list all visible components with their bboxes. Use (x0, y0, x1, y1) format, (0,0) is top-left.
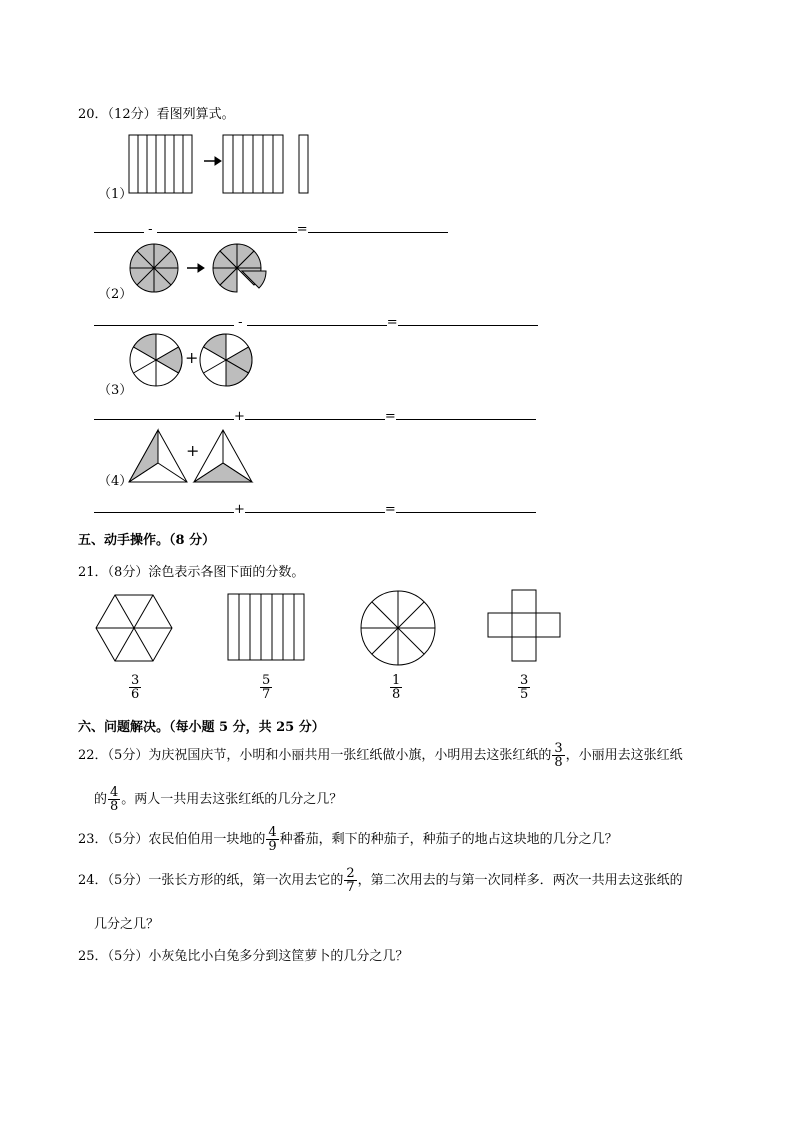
q24-line2: 几分之几？ (94, 917, 160, 932)
answer-blank[interactable] (245, 405, 385, 420)
q21-title: 21．（8分）涂色表示各图下面的分数。 (78, 565, 305, 580)
q22-line2: 的 $\frac{4}{8}$ 。两人一共用去这张红纸的几分之几？ (94, 785, 343, 814)
q20-part1-figure (129, 135, 319, 195)
answer-blank[interactable] (396, 405, 536, 420)
q21-figures (94, 593, 564, 665)
plus-sign: + (185, 348, 199, 367)
answer-blank[interactable] (396, 498, 536, 513)
q20-part4-label: （4） (98, 474, 133, 489)
answer-blank[interactable] (157, 218, 297, 233)
answer-blank[interactable] (94, 218, 144, 233)
cross-5-squares (488, 590, 560, 661)
q20-part1-label: （1） (98, 187, 133, 202)
equals-sign: = (384, 409, 396, 424)
circle-7-of-8-parts (213, 244, 266, 292)
fraction-4-8: $\frac{4}{8}$ (110, 785, 119, 814)
answer-blank[interactable] (308, 218, 448, 233)
answer-blank[interactable] (94, 405, 234, 420)
fraction-5-7: $\frac{5}{7}$ (262, 673, 271, 702)
minus-sign: - (238, 315, 243, 330)
rect-7-strips-full (129, 135, 192, 193)
fraction-3-8: $\frac{3}{8}$ (554, 741, 563, 770)
q24-line1: 24．（5分）一张长方形的纸，第一次用去它的 $\frac{2}{7}$ ，第二次用去的与第一次同样多．两次一共用去这张纸的 (78, 866, 683, 895)
section-5-title: 五、动手操作。（8 分） (78, 533, 216, 548)
q25: 25．（5分）小灰兔比小白兔多分到这筐萝卜的几分之几？ (78, 949, 409, 964)
arrow-icon (187, 264, 204, 272)
hexagon-6-parts (96, 595, 172, 661)
plus-sign: + (234, 409, 245, 424)
q20-part4-answer-line (94, 498, 536, 517)
circle-6-parts-3-shaded (200, 334, 252, 386)
equals-sign: = (384, 502, 396, 517)
fraction-3-5: $\frac{3}{5}$ (520, 673, 529, 702)
q20-part1-answer-line (94, 218, 448, 237)
circle-8-parts-shaded (130, 244, 178, 292)
rect-1-strip (299, 135, 308, 193)
answer-blank[interactable] (94, 498, 234, 513)
arrow-icon (204, 157, 221, 165)
answer-blank[interactable] (247, 311, 387, 326)
q22-line1: 22．（5分）为庆祝国庆节，小明和小丽共用一张红纸做小旗，小明用去这张红纸的 $\frac{3}{8}$ ，小丽用去这张红纸 (78, 741, 683, 770)
triangle-3-parts-1-shaded-b (194, 430, 252, 482)
rect-7-strips (228, 594, 304, 660)
fraction-3-6: $\frac{3}{6}$ (131, 673, 140, 702)
fraction-1-8: $\frac{1}{8}$ (392, 673, 401, 702)
circle-8-parts (361, 591, 435, 665)
equals-sign: = (386, 315, 398, 330)
fraction-4-9: $\frac{4}{9}$ (268, 825, 277, 854)
plus-sign: + (234, 502, 245, 517)
q20-part2-figure (129, 243, 269, 297)
rect-6-strips (223, 135, 283, 193)
q20-part3-answer-line (94, 405, 536, 424)
triangle-3-parts-1-shaded (129, 430, 187, 482)
answer-blank[interactable] (398, 311, 538, 326)
equals-sign: = (296, 222, 308, 237)
fraction-2-7: $\frac{2}{7}$ (346, 866, 355, 895)
q20-title: 20．（12分）看图列算式。 (78, 107, 235, 122)
minus-sign: - (148, 222, 153, 237)
q23: 23．（5分）农民伯伯用一块地的 $\frac{4}{9}$ 种番茄，剩下的种茄子，种茄子的地占这块地的几分之几？ (78, 825, 618, 854)
answer-blank[interactable] (245, 498, 385, 513)
section-6-title: 六、问题解决。（每小题 5 分，共 25 分） (78, 720, 325, 735)
answer-blank[interactable] (94, 311, 234, 326)
q20-part2-label: （2） (98, 287, 133, 302)
q20-part2-answer-line (94, 311, 538, 330)
circle-6-parts-2-shaded (130, 334, 182, 386)
q20-part3-label: （3） (98, 383, 133, 398)
plus-sign: + (186, 441, 200, 460)
